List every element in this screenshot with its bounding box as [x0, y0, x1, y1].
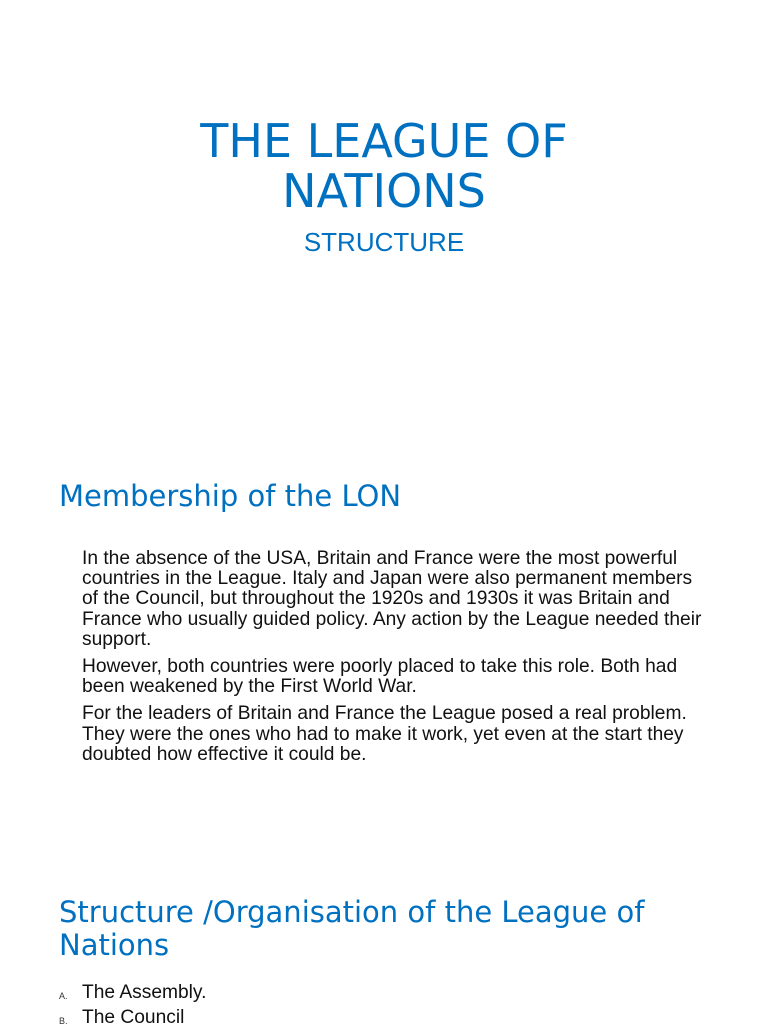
membership-paragraph-1: In the absence of the USA, Britain and France were the most powerful countries in the League. Italy and Japan were also permanent members of the Council, but throughout the 1920s and 1930s it was Britain and France who usually guided policy. Any action by the League needed their support.	[82, 548, 702, 650]
structure-list	[59, 982, 709, 1032]
membership-body	[82, 549, 712, 772]
list-marker: A.	[59, 991, 68, 1001]
list-item-label: The Council	[82, 1007, 185, 1028]
membership-paragraph-2: However, both countries were poorly placed to take this role. Both had been weakened by the First World War.	[82, 656, 678, 698]
slide-title-line-1: THE LEAGUE OF	[200, 114, 568, 168]
slide-subtitle: STRUCTURE	[303, 227, 465, 257]
list-item-council	[59, 1007, 709, 1032]
list-marker: B.	[59, 1016, 68, 1026]
slide-title-line-2: NATIONS	[282, 164, 486, 218]
structure-heading: Structure /Organisation of the League of Nations	[59, 895, 645, 962]
slide-title	[0, 116, 768, 216]
membership-heading: Membership of the LON	[59, 479, 402, 513]
membership-paragraph-3: For the leaders of Britain and France the League posed a real problem. They were the ones who had to make it work, yet even at the start they doubted how effective it could be.	[82, 703, 687, 765]
list-item-label: The Assembly.	[82, 982, 207, 1003]
list-item-assembly	[59, 982, 709, 1007]
